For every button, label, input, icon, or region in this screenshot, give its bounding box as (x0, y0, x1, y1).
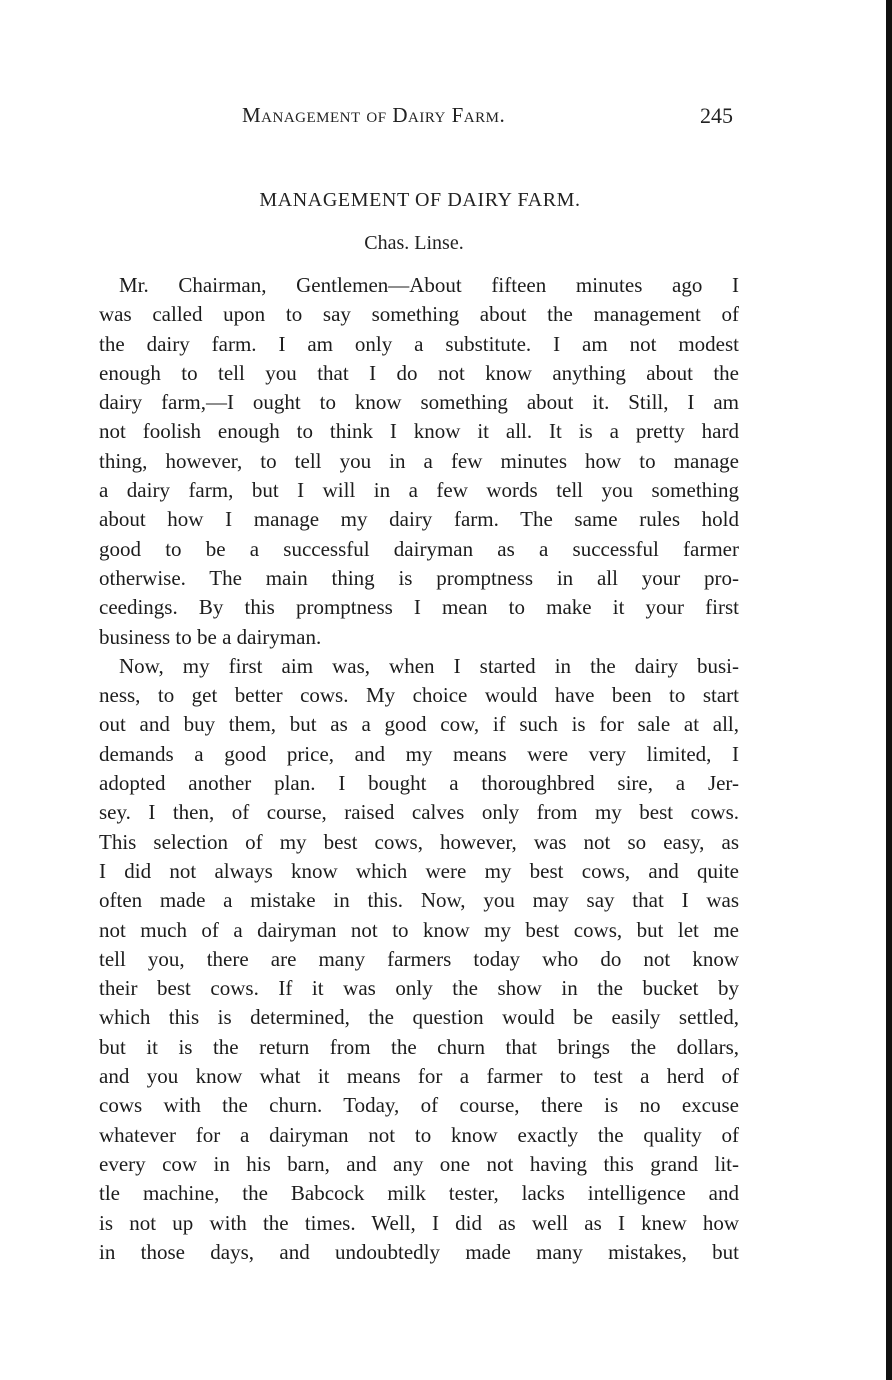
text-line: sey. I then, of course, raised calves only from my best cows. (99, 800, 739, 825)
article-title: MANAGEMENT OF DAIRY FARM. (259, 189, 581, 211)
text-line: tle machine, the Babcock milk tester, lacks intelligence and (99, 1181, 739, 1206)
text-line: out and buy them, but as a good cow, if such is for sale at all, (99, 712, 739, 737)
text-line: demands a good price, and my means were very limited, I (99, 741, 739, 766)
text-line: often made a mistake in this. Now, you may say that I was (99, 888, 739, 913)
text-line: ceedings. By this promptness I mean to make it your first (99, 595, 739, 620)
text-line: about how I manage my dairy farm. The same rules hold (99, 507, 739, 532)
text-line: business to be a dairyman. (99, 624, 322, 649)
text-line: ness, to get better cows. My choice would have been to start (99, 683, 739, 708)
paragraph-2 (99, 652, 739, 1267)
text-line: adopted another plan. I bought a thoroughbred sire, a Jer- (99, 771, 739, 796)
text-line: Now, my first aim was, when I started in the dairy busi- (119, 653, 739, 678)
text-line: but it is the return from the churn that brings the dollars, (99, 1034, 739, 1059)
text-line: was called upon to say something about the management of (99, 302, 739, 327)
text-line: which this is determined, the question would be easily settled, (99, 1005, 739, 1030)
text-line: is not up with the times. Well, I did as well as I knew how (99, 1210, 739, 1235)
text-line: not foolish enough to think I know it all. It is a pretty hard (99, 419, 739, 444)
article-author: Chas. Linse. (364, 232, 464, 254)
article-body (99, 271, 739, 1267)
text-line: This selection of my best cows, however, was not so easy, as (99, 829, 739, 854)
text-line: thing, however, to tell you in a few minutes how to manage (99, 448, 739, 473)
text-line: dairy farm,—I ought to know something about it. Still, I am (99, 390, 739, 415)
text-line: the dairy farm. I am only a substitute. I am not modest (99, 331, 739, 356)
text-line: and you know what it means for a farmer to test a herd of (99, 1064, 739, 1089)
text-line: enough to tell you that I do not know anything about the (99, 360, 739, 385)
page-edge-shadow (886, 0, 892, 1380)
text-line: good to be a successful dairyman as a successful farmer (99, 536, 739, 561)
text-line: not much of a dairyman not to know my best cows, but let me (99, 917, 739, 942)
text-line: cows with the churn. Today, of course, there is no excuse (99, 1093, 739, 1118)
text-line: a dairy farm, but I will in a few words tell you something (99, 478, 739, 503)
text-line: whatever for a dairyman not to know exactly the quality of (99, 1122, 739, 1147)
page-number: 245 (700, 103, 733, 128)
text-line: Mr. Chairman, Gentlemen—About fifteen minutes ago I (119, 273, 739, 297)
running-head: Management of Dairy Farm. (242, 103, 506, 127)
text-line: tell you, there are many farmers today who do not know (99, 946, 739, 971)
text-line: every cow in his barn, and any one not having this grand lit- (99, 1151, 739, 1176)
text-line: otherwise. The main thing is promptness in all your pro- (99, 565, 739, 590)
text-line: in those days, and undoubtedly made many mistakes, but (99, 1239, 739, 1264)
text-line: their best cows. If it was only the show in the bucket by (99, 976, 739, 1001)
text-line: I did not always know which were my best cows, and quite (99, 858, 739, 883)
paragraph-1 (99, 271, 739, 652)
